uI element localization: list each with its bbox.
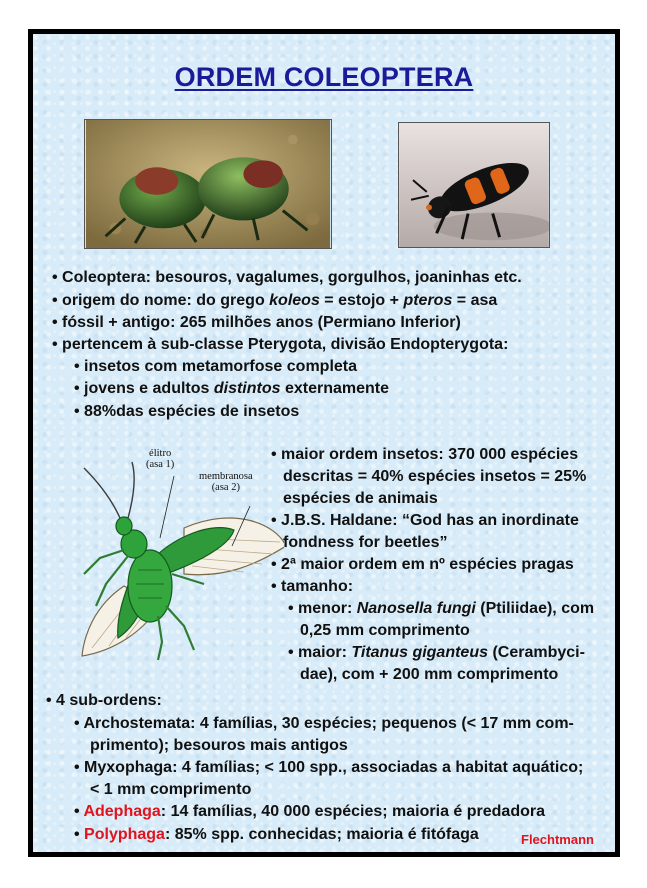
bullet-line: • pertencem à sub-classe Pterygota, divisão Endopterygota: [52, 336, 509, 353]
text-run: externamente [280, 380, 390, 397]
bullet-line: • Coleoptera: besouros, vagalumes, gorgulhos, joaninhas etc. [52, 269, 522, 286]
bullet-line: espécies de animais [283, 490, 438, 507]
bullet-line: fondness for beetles” [283, 534, 448, 551]
membrane-label [199, 471, 253, 493]
bullet-line: • J.B.S. Haldane: “God has an inordinate [271, 512, 579, 529]
sub-bullet-line: • insetos com metamorfose completa [74, 358, 358, 375]
bullet-line: • tamanho: [271, 578, 354, 595]
burying-beetle-photo [398, 122, 550, 248]
sub-bullet-line: dae), com + 200 mm comprimento [300, 666, 559, 683]
page-title: ORDEM COLEOPTERA [174, 62, 474, 92]
italic-term: Titanus giganteus [351, 644, 488, 661]
sub-bullet-line [288, 599, 594, 619]
sub-bullet-line [288, 643, 585, 663]
elytra-label [146, 448, 174, 470]
suborder-name: Polyphaga [84, 826, 165, 843]
text-run: • [74, 826, 85, 843]
sub-bullet-line: • Myxophaga: 4 famílias; < 100 spp., associadas a habitat aquático; [74, 759, 584, 776]
text-run: : 85% spp. conhecidas; maioria é fitófaga [164, 826, 479, 843]
author-credit: Flechtmann [521, 832, 594, 847]
italic-term: distintos [213, 380, 281, 397]
dung-beetles-photo [84, 119, 332, 249]
text-run: • jovens e adultos [74, 380, 214, 397]
sub-bullet-line: • Archostemata: 4 famílias, 30 espécies; pequenos (< 17 mm com- [74, 715, 574, 732]
text-run: = asa [452, 292, 498, 309]
slide-frame [28, 29, 620, 857]
sub-bullet-line: • 88%das espécies de insetos [74, 403, 300, 420]
text-run: • menor: [288, 600, 357, 617]
bullet-line: • 2ª maior ordem em nº espécies pragas [271, 556, 574, 573]
text-run: (Cerambyci- [488, 644, 585, 661]
label-text: (asa 2) [211, 482, 240, 493]
sub-bullet-line [74, 379, 389, 399]
label-text: élitro [149, 448, 172, 459]
sub-bullet-line: primento); besouros mais antigos [90, 737, 348, 754]
sub-bullet-line [74, 802, 545, 822]
sub-bullet-line: 0,25 mm comprimento [300, 622, 470, 639]
text-run: • [74, 803, 84, 820]
text-run: = estojo + [319, 292, 404, 309]
bullet-line: • fóssil + antigo: 265 milhões anos (Permiano Inferior) [52, 314, 461, 331]
italic-term: koleos [269, 292, 320, 309]
italic-term: Nanosella fungi [356, 600, 476, 617]
bullet-line: • maior ordem insetos: 370 000 espécies [271, 446, 579, 463]
text-run: : 14 famílias, 40 000 espécies; maioria é predadora [160, 803, 545, 820]
label-text: membranosa [199, 471, 253, 482]
suborder-name: Adephaga [83, 803, 161, 820]
text-run: (Ptiliidae), com [475, 600, 595, 617]
bullet-line: • 4 sub-ordens: [46, 692, 162, 709]
bullet-line [52, 291, 497, 311]
label-text: (asa 1) [146, 459, 175, 470]
bullet-line: descritas = 40% espécies insetos = 25% [283, 468, 587, 485]
italic-term: pteros [403, 292, 453, 309]
sub-bullet-line: < 1 mm comprimento [90, 781, 252, 798]
text-run: • origem do nome: do grego [52, 292, 270, 309]
sub-bullet-line [74, 825, 479, 845]
text-run: • maior: [288, 644, 352, 661]
